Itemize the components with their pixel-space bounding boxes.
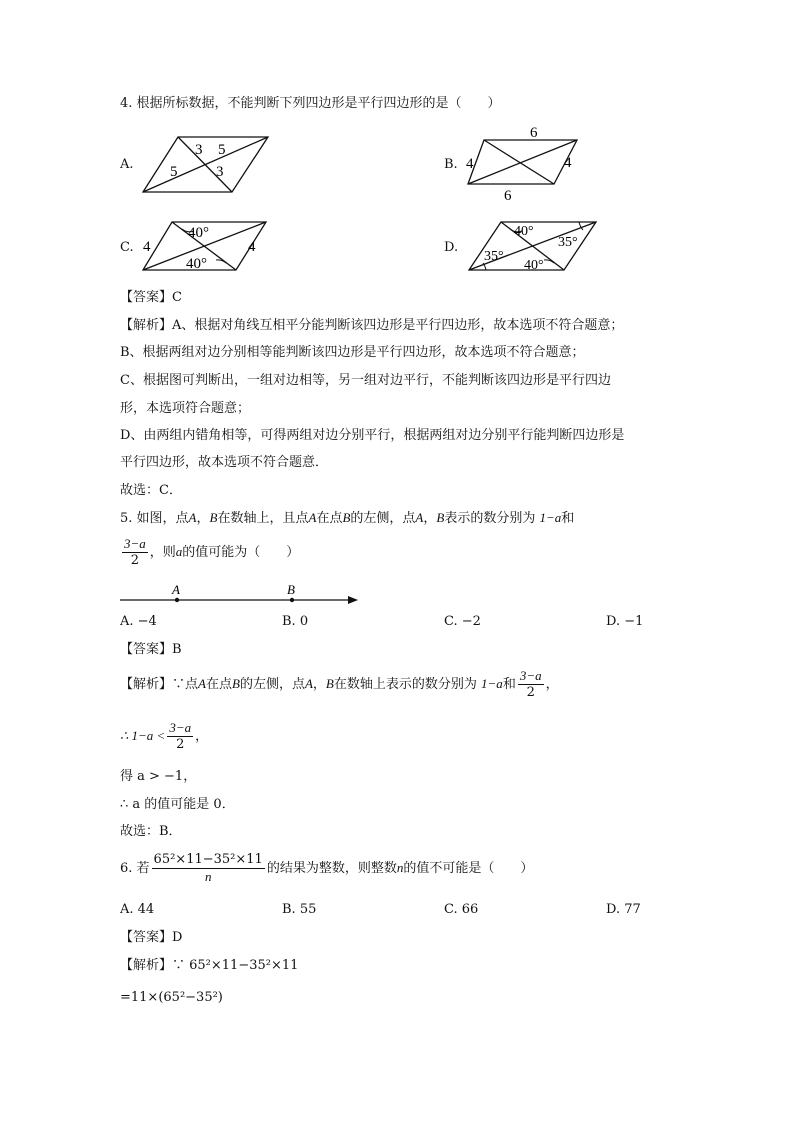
- q5-answer: 【答案】B: [120, 642, 182, 657]
- q4c-label-angle-top: 40°: [188, 225, 209, 241]
- q4-analysis-4: 形，本选项符合题意；: [120, 401, 251, 416]
- q4c-label-angle-bottom: 40°: [186, 256, 207, 272]
- q4-analysis-7: 故选：C．: [120, 483, 182, 498]
- q4-option-c-letter: C.: [120, 240, 134, 255]
- q5-axis-label-b: B: [287, 582, 295, 597]
- q5-number-line: [118, 582, 362, 606]
- q4d-label-angle-top: 40°: [514, 224, 534, 239]
- q4-option-a-letter: A.: [120, 157, 134, 172]
- q4-figure-d: [466, 218, 600, 276]
- q4a-label-1: 3: [195, 142, 203, 158]
- q5-stem-line1: 5. 如图，点A，B在数轴上，且点A在点B的左侧，点A，B表示的数分别为 1−a和: [120, 510, 575, 526]
- q4d-label-angle-right: 35°: [558, 235, 578, 250]
- q4-stem: 4. 根据所标数据，不能判断下列四边形是平行四边形的是（ ）: [120, 96, 501, 111]
- q5-analysis-3: 得 a > −1，: [120, 769, 197, 784]
- q5-analysis-1: 【解析】∵点A在点B的左侧，点A，B在数轴上表示的数分别为 1−a和 $\frac{3-a}{2}$ ，: [120, 668, 559, 700]
- q4a-label-2: 5: [218, 142, 226, 158]
- q5-analysis-2: ∴ 1−a < $\frac{3-a}{2}$ ，: [120, 720, 209, 752]
- q4-figure-c: [140, 218, 272, 276]
- q4-analysis-1: 【解析】A、根据对角线互相平分能判断该四边形是平行四边形，故本选项不符合题意；: [120, 318, 624, 333]
- q5-option-b: B. 0: [282, 614, 309, 629]
- q6-option-c: C. 66: [444, 902, 479, 917]
- q6-answer: 【答案】D: [120, 930, 183, 945]
- q4b-label-right: 4: [564, 155, 572, 171]
- q4-figure-b: [462, 122, 584, 204]
- q4c-label-right: 4: [248, 239, 256, 255]
- q5-option-d: D. −1: [606, 614, 644, 629]
- q4-analysis-5: D、由两组内错角相等，可得两组对边分别平行，根据两组对边分别平行能判断四边形是: [120, 428, 625, 443]
- q4d-label-angle-bottom: 40°: [524, 258, 544, 273]
- q4-answer: 【答案】C: [120, 290, 182, 305]
- q4-analysis-6: 平行四边形，故本选项不符合题意．: [120, 455, 329, 470]
- q6-analysis-2: =11×(65²−35²): [120, 990, 223, 1005]
- q5-option-c: C. −2: [444, 614, 481, 629]
- q4c-label-left: 4: [143, 239, 151, 255]
- q6-option-b: B. 55: [282, 902, 317, 917]
- q4-analysis-2: B、根据两组对边分别相等能判断该四边形是平行四边形，故本选项不符合题意；: [120, 345, 585, 360]
- q6-analysis-1: 【解析】∵ 65²×11−35²×11: [120, 958, 299, 973]
- q4-analysis-3: C、根据图可判断出，一组对边相等，另一组对边平行，不能判断该四边形是平行四边: [120, 373, 611, 388]
- q4-option-b-letter: B.: [444, 157, 458, 172]
- q6-option-a: A. 44: [120, 902, 155, 917]
- q5-analysis-4: ∴ a 的值可能是 0．: [120, 797, 235, 812]
- q5-axis-label-a: A: [172, 582, 180, 597]
- q4a-label-4: 3: [216, 164, 224, 180]
- q4b-label-left: 4: [466, 156, 474, 172]
- q4a-label-3: 5: [170, 164, 178, 180]
- q5-analysis-5: 故选：B．: [120, 824, 182, 839]
- q4b-label-top: 6: [530, 125, 538, 141]
- q4-figure-a: [140, 134, 275, 196]
- q6-stem: 6. 若 $\frac{\text{65²×11−35²×11}}{n}$ 的结果为整数，则整数n的值不可能是（ ）: [120, 852, 534, 884]
- q4b-label-bottom: 6: [504, 188, 512, 204]
- q5-stem-line2: $\frac{3-a}{2}$ ，则a的值可能为（ ）: [124, 536, 300, 568]
- q5-option-a: A. −4: [120, 614, 157, 629]
- q4d-label-angle-left: 35°: [484, 249, 504, 264]
- q4-option-d-letter: D.: [444, 240, 459, 255]
- q6-option-d: D. 77: [606, 902, 641, 917]
